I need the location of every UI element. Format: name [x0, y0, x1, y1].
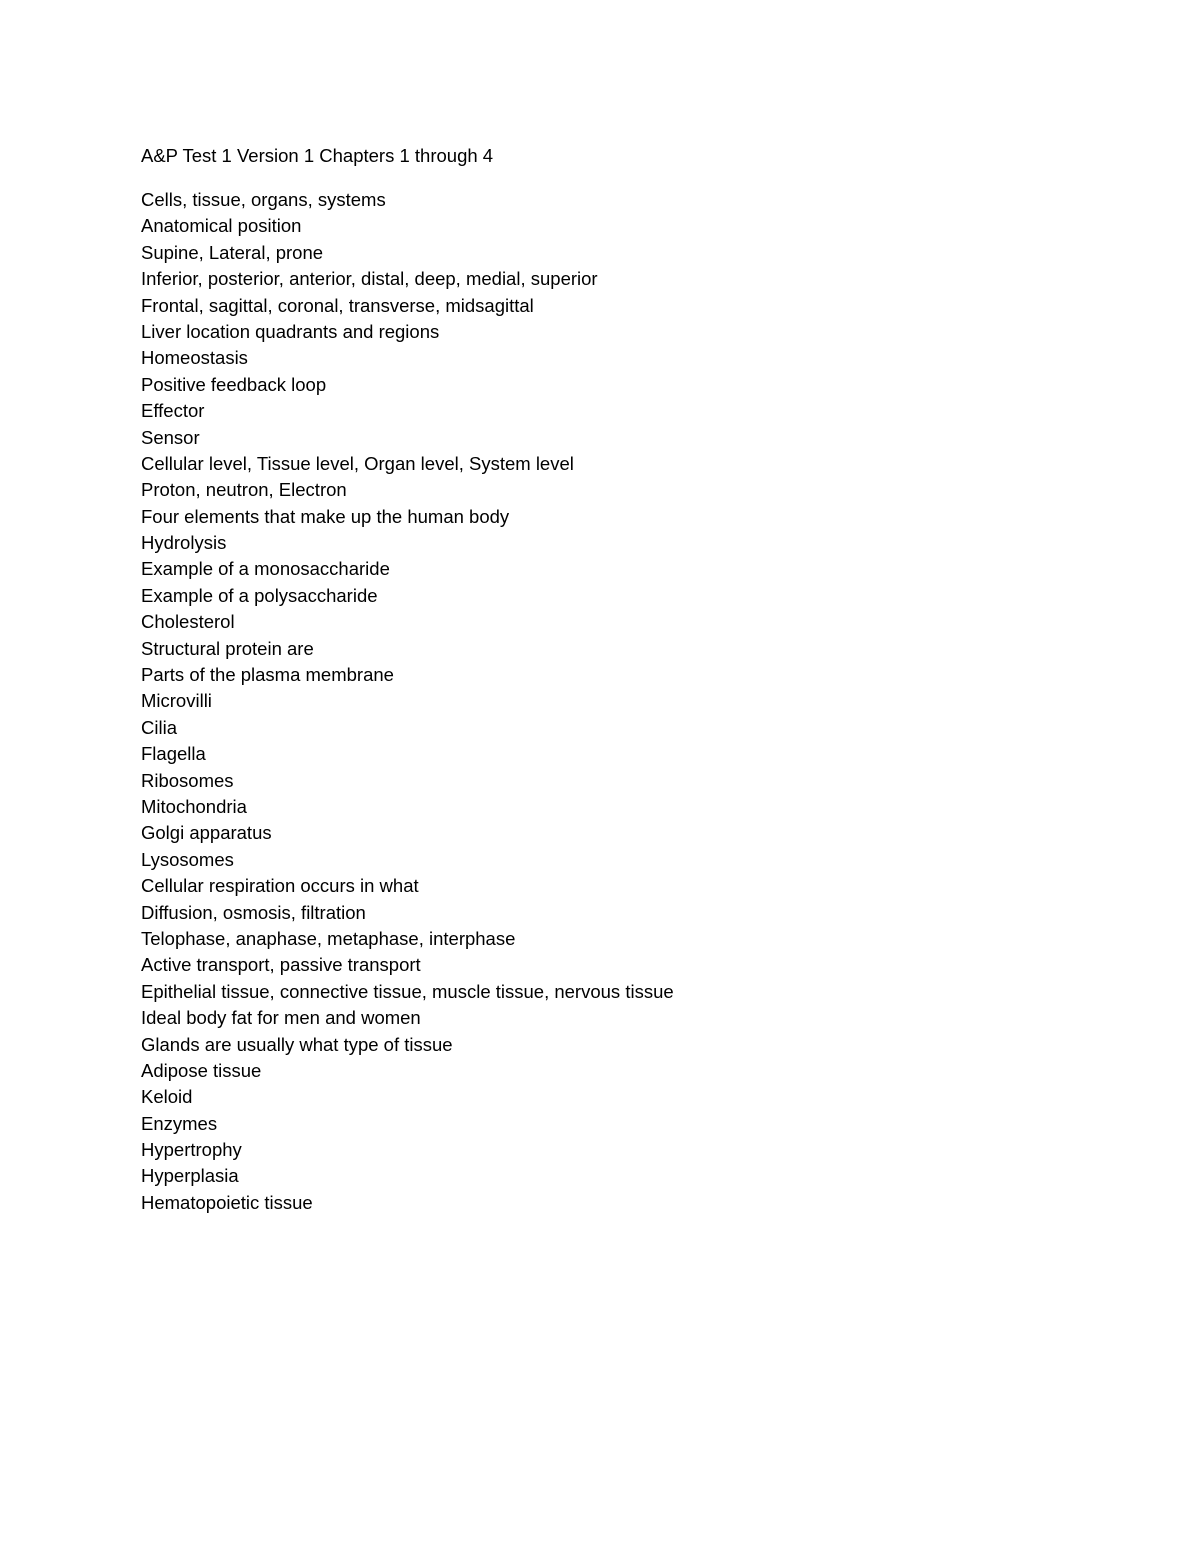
list-item: Diffusion, osmosis, filtration: [141, 901, 366, 923]
list-item: Hyperplasia: [141, 1165, 239, 1187]
list-item: Anatomical position: [141, 215, 302, 237]
list-item: Ribosomes: [141, 769, 234, 791]
list-item: Hydrolysis: [141, 532, 227, 554]
topic-list: [141, 187, 674, 1216]
list-item: Structural protein are: [141, 637, 314, 659]
list-item: Inferior, posterior, anterior, distal, deep, medial, superior: [141, 268, 598, 290]
list-item: Telophase, anaphase, metaphase, interphase: [141, 927, 516, 949]
list-item: Cellular respiration occurs in what: [141, 875, 419, 897]
list-item: Microvilli: [141, 690, 212, 712]
list-item: Ideal body fat for men and women: [141, 1007, 421, 1029]
list-item: Glands are usually what type of tissue: [141, 1033, 453, 1055]
list-item: Frontal, sagittal, coronal, transverse, midsagittal: [141, 294, 534, 316]
list-item: Hypertrophy: [141, 1139, 242, 1161]
list-item: Keloid: [141, 1086, 193, 1108]
list-item: Example of a polysaccharide: [141, 584, 378, 606]
list-item: Golgi apparatus: [141, 822, 272, 844]
list-item: Parts of the plasma membrane: [141, 664, 394, 686]
list-item: Cells, tissue, organs, systems: [141, 189, 386, 210]
list-item: Mitochondria: [141, 795, 247, 817]
list-item: Flagella: [141, 743, 206, 765]
document-title: A&P Test 1 Version 1 Chapters 1 through 4: [141, 145, 494, 166]
list-item: Four elements that make up the human body: [141, 505, 510, 527]
list-item: Homeostasis: [141, 347, 248, 369]
list-item: Cellular level, Tissue level, Organ level, System level: [141, 452, 574, 474]
list-item: Effector: [141, 400, 205, 422]
list-item: Liver location quadrants and regions: [141, 320, 440, 342]
list-item: Supine, Lateral, prone: [141, 241, 324, 263]
list-item: Cilia: [141, 716, 177, 738]
list-item: Hematopoietic tissue: [141, 1191, 313, 1213]
list-item: Cholesterol: [141, 611, 235, 633]
list-item: Adipose tissue: [141, 1059, 262, 1081]
list-item: Positive feedback loop: [141, 373, 327, 395]
list-item: Sensor: [141, 426, 200, 448]
list-item: Lysosomes: [141, 848, 234, 870]
list-item: Proton, neutron, Electron: [141, 479, 347, 501]
list-item: Enzymes: [141, 1112, 218, 1134]
list-item: Example of a monosaccharide: [141, 558, 390, 580]
list-item: Active transport, passive transport: [141, 954, 421, 976]
list-item: Epithelial tissue, connective tissue, muscle tissue, nervous tissue: [141, 980, 674, 1002]
